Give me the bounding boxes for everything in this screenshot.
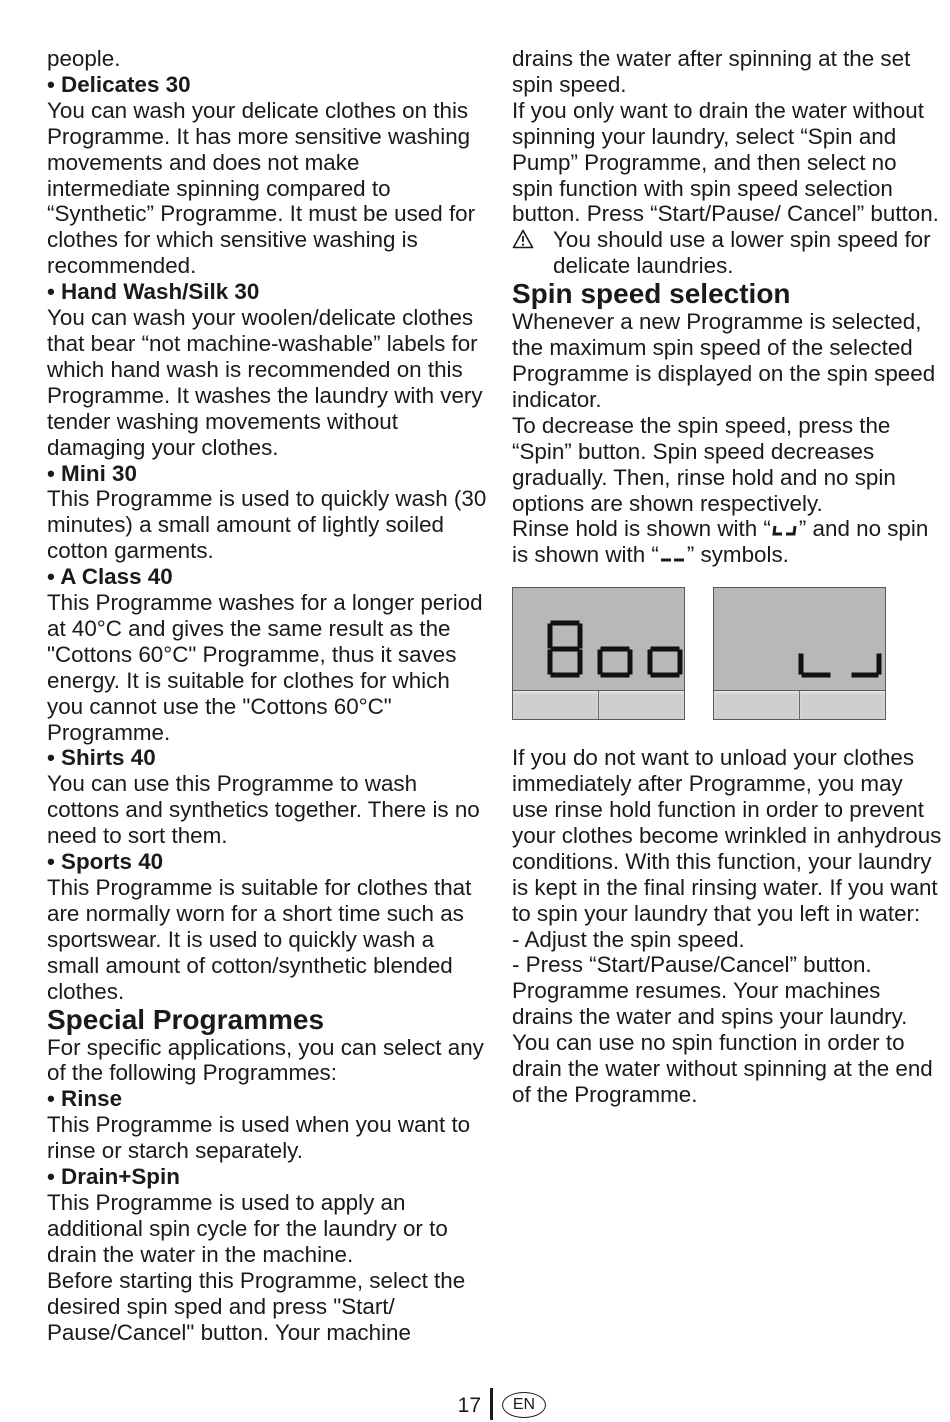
section-heading: Spin speed selection	[512, 278, 791, 310]
no-spin-symbol-icon	[659, 548, 687, 564]
warning-text: You should use a lower spin speed for delicate laundries.	[553, 227, 931, 279]
paragraph: - Press “Start/Pause/Cancel” button. Programme resumes. Your machines drains the water and spins your laundry. You can use no spin function in order to drain the water without spinning at the end of the Programme.	[512, 952, 933, 1107]
display-button	[599, 691, 684, 719]
programme-title: • Mini 30	[47, 460, 137, 486]
left-column	[47, 46, 487, 1345]
paragraph: people.	[47, 46, 121, 71]
text-fragment: Rinse hold is shown with “	[512, 516, 771, 542]
footer-divider	[490, 1388, 493, 1420]
display-button	[714, 691, 800, 719]
page-footer	[0, 1388, 950, 1422]
paragraph: - Adjust the spin speed.	[512, 926, 745, 952]
spin-speed-display-rinse-hold	[713, 587, 886, 720]
paragraph: This Programme is used to apply an additional spin cycle for the laundry or to drain the water in the machine.	[47, 1189, 448, 1267]
spin-speed-display-800	[512, 587, 685, 720]
paragraph: If you do not want to unload your clothes immediately after Programme, you may use rinse hold function in order to prevent your clothes become wrinkled in anhydrous conditions. With this function, your laundry is kept in the final rinsing water. If you want to spin your laundry that you left in water:	[512, 745, 942, 926]
paragraph: To decrease the spin speed, press the “Spin” button. Spin speed decreases gradually. Then, rinse hold and no spin options are shown respectively.	[512, 412, 896, 516]
paragraph: You can use this Programme to wash cottons and synthetics together. There is no need to sort them.	[47, 771, 480, 849]
warning-note	[512, 227, 942, 279]
warning-triangle-icon	[512, 227, 553, 279]
seven-segment-rinse-hold	[714, 588, 887, 692]
programme-title: • Drain+Spin	[47, 1164, 180, 1190]
paragraph: This Programme is suitable for clothes that are normally worn for a short time such as sportswear. It is used to quickly wash a small amount of cotton/synthetic blended clothes.	[47, 875, 472, 1004]
paragraph: Before starting this Programme, select the desired spin sped and press "Start/ Pause/Cancel" button. Your machine	[47, 1267, 466, 1345]
page-number: 17	[457, 1394, 481, 1417]
paragraph: For specific applications, you can select any of the following Programmes:	[47, 1034, 484, 1086]
programme-title: • Sports 40	[47, 849, 164, 875]
paragraph: This Programme is used to quickly wash (30 minutes) a small amount of lightly soiled cotton garments.	[47, 486, 487, 564]
programme-title: • Hand Wash/Silk 30	[47, 279, 260, 305]
display-buttons	[513, 690, 684, 719]
paragraph	[512, 516, 942, 568]
paragraph: This Programme is used when you want to rinse or starch separately.	[47, 1112, 471, 1164]
paragraph: This Programme washes for a longer period at 40°C and gives the same result as the "Cottons 60°C" Programme, thus it saves energy. It is suitable for clothes for which you cannot use the "Cottons 60°C" Programme.	[47, 590, 483, 745]
programme-title: • Shirts 40	[47, 745, 156, 771]
seven-segment-800	[513, 588, 686, 692]
programme-title: • Delicates 30	[47, 71, 191, 97]
display-button	[800, 691, 885, 719]
paragraph: If you only want to drain the water without spinning your laundry, select “Spin and Pump” Programme, and then select no spin function with spin speed selection button. Press “Start/Pause/ Cancel” button.	[512, 97, 939, 227]
text-fragment: ” symbols.	[686, 542, 789, 568]
text-fragment: ” and no spin is shown with “	[512, 516, 929, 568]
rinse-hold-symbol-icon	[771, 522, 799, 538]
display-button	[513, 691, 599, 719]
language-badge: EN	[502, 1392, 546, 1418]
paragraph: Whenever a new Programme is selected, the maximum spin speed of the selected Programme is displayed on the spin speed indicator.	[512, 309, 936, 412]
paragraph: drains the water after spinning at the set spin speed.	[512, 46, 911, 97]
paragraph: You can wash your delicate clothes on this Programme. It has more sensitive washing movements and does not make intermediate spinning compared to “Synthetic” Programme. It must be used for clothes for which sensitive washing is recommended.	[47, 97, 476, 279]
programme-title: • A Class 40	[47, 564, 173, 590]
display-buttons	[714, 690, 885, 719]
display-illustrations	[512, 587, 942, 720]
programme-title: • Rinse	[47, 1086, 123, 1112]
paragraph: You can wash your woolen/delicate clothes that bear “not machine-washable” labels for which hand wash is recommended on this Programme. It washes the laundry with very tender washing movements without damaging your clothes.	[47, 305, 483, 460]
section-heading: Special Programmes	[47, 1003, 325, 1035]
right-column	[512, 46, 942, 1108]
